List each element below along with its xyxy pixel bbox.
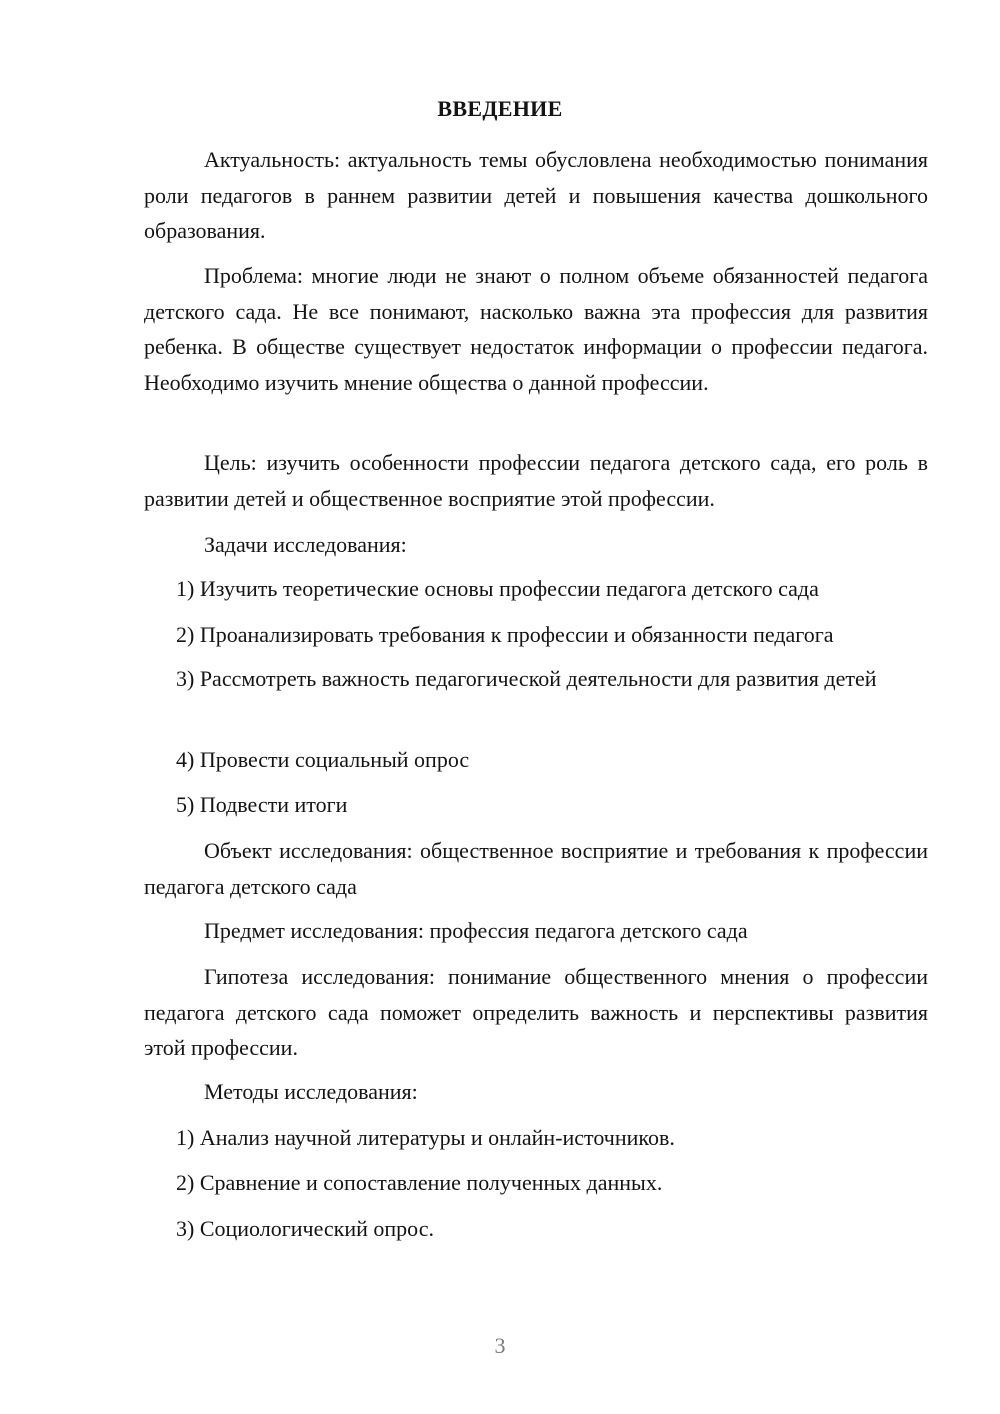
subject-paragraph: Предмет исследования: профессия педагога детского сада <box>204 918 748 943</box>
page-title: ВВЕДЕНИЕ <box>437 96 563 121</box>
task-item-4: 4) Провести социальный опрос <box>176 747 470 772</box>
task-item-3: 3) Рассмотреть важность педагогической деятельности для развития детей <box>176 666 877 691</box>
task-item-5: 5) Подвести итоги <box>176 792 348 817</box>
relevance-paragraph: Актуальность: актуальность темы обусловлена необходимостью понимания роли педагогов в раннем развитии детей и повышения качества дошкольного образования. <box>144 147 928 243</box>
methods-heading: Методы исследования: <box>204 1079 418 1104</box>
method-item-3: 3) Социологический опрос. <box>176 1216 434 1241</box>
problem-paragraph: Проблема: многие люди не знают о полном объеме обязанностей педагога детского сада. Не все понимают, насколько важна эта профессия для развития ребенка. В обществе существует недостаток информации о профессии педагога. Необходимо изучить мнение общества о данной профессии. <box>144 263 928 395</box>
page-number: 3 <box>494 1333 506 1358</box>
method-item-1: 1) Анализ научной литературы и онлайн-источников. <box>176 1125 675 1150</box>
method-item-2: 2) Сравнение и сопоставление полученных данных. <box>176 1170 663 1195</box>
task-item-2: 2) Проанализировать требования к профессии и обязанности педагога <box>176 622 834 647</box>
hypothesis-paragraph: Гипотеза исследования: понимание общественного мнения о профессии педагога детского сада поможет определить важность и перспективы развития этой профессии. <box>144 964 928 1060</box>
task-item-1: 1) Изучить теоретические основы профессии педагога детского сада <box>176 576 819 601</box>
tasks-heading: Задачи исследования: <box>204 532 407 557</box>
goal-paragraph: Цель: изучить особенности профессии педагога детского сада, его роль в развитии детей и общественное восприятие этой профессии. <box>144 450 928 511</box>
object-paragraph: Объект исследования: общественное восприятие и требования к профессии педагога детского сада <box>144 838 928 899</box>
